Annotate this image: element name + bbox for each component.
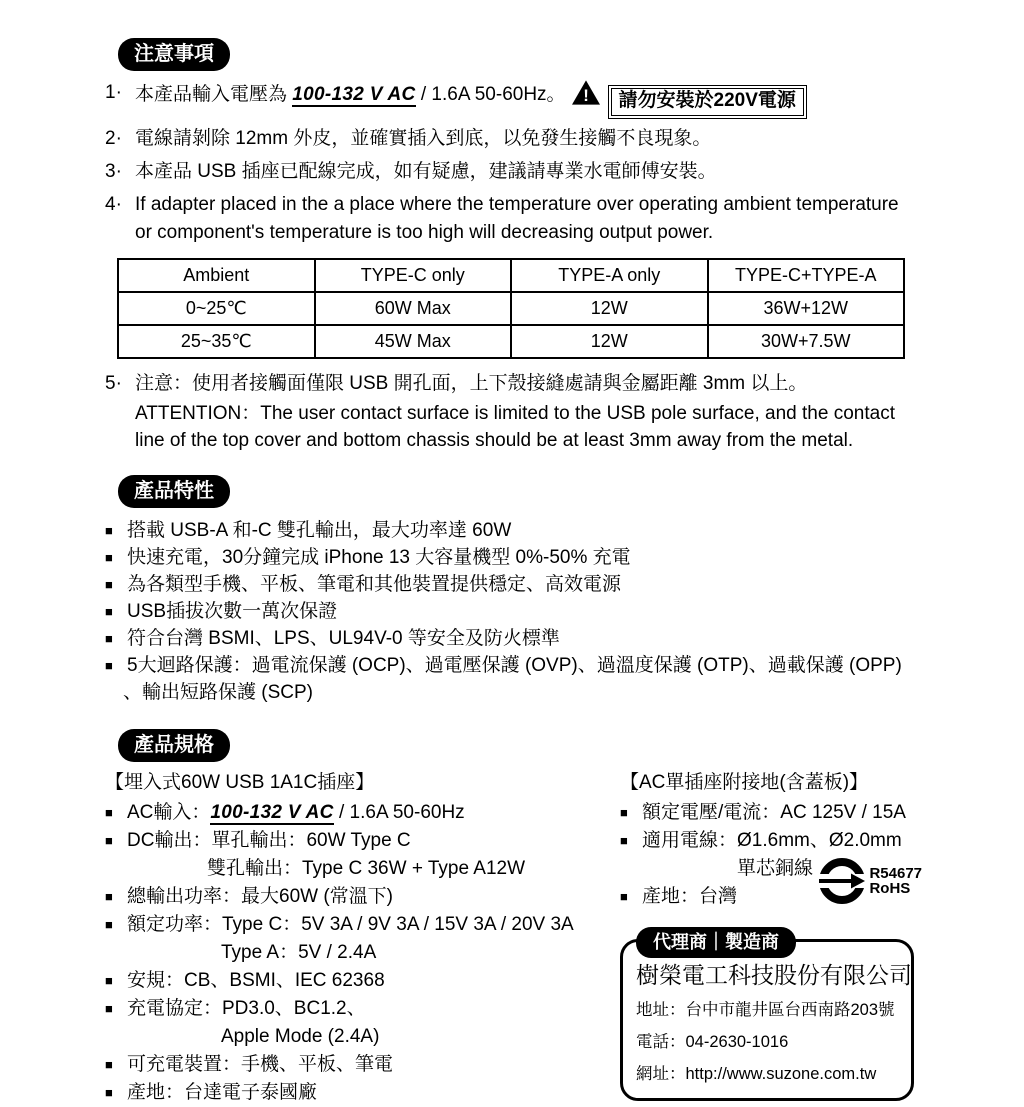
spec-total-power (105, 883, 620, 911)
ac-input-voltage-value: 100-132 V AC (210, 802, 334, 823)
spec-text: 產地：台達電子泰國廠 (127, 1082, 318, 1103)
attention-line-2: line of the top cover and bottom chassis should be at least 3mm away from the metal. (135, 430, 854, 451)
note-text: 本產品 USB 插座已配線完成，如有疑慮，建議請專業水電師傅安裝。 (135, 161, 717, 182)
features-list (105, 517, 928, 706)
note-text (135, 80, 928, 119)
bullet-icon: ■ (105, 1001, 113, 1016)
spec-rated-power-continued (105, 939, 620, 967)
spec-dc-output-continued (105, 855, 620, 883)
table-cell: 45W Max (315, 325, 512, 358)
certification-text (869, 866, 922, 896)
spec-protocol-continued (105, 1023, 620, 1051)
note-1-suffix: / 1.6A 50-60Hz。 (415, 84, 566, 105)
spec-text: 總輸出功率：最大60W (常溫下) (127, 886, 394, 907)
specs-left-column (105, 769, 620, 1107)
spec-text: 額定功率：Type C：5V 3A / 9V 3A / 15V 3A / 20V 3A (127, 914, 574, 935)
bullet-icon: ■ (105, 604, 113, 619)
bsmi-certification (818, 857, 922, 905)
spec-text: 單芯銅線 (737, 858, 814, 879)
feature-item (105, 544, 928, 571)
dealer-manufacturer-box (620, 932, 914, 1101)
bullet-icon: ■ (105, 889, 113, 904)
note-item-4 (105, 192, 928, 218)
power-derating-table (117, 258, 905, 359)
note-text: 注意：使用者接觸面僅限 USB 開孔面，上下殼接縫處請與金屬距離 3mm 以上。 (135, 373, 808, 394)
specs-columns (105, 769, 928, 1107)
feature-item (105, 625, 928, 652)
feature-item-continued (105, 679, 928, 706)
attention-line-1: ATTENTION：The user contact surface is limited to the USB pole surface, and the contact (135, 403, 895, 424)
spec-text: 安規：CB、BSMI、IEC 62368 (127, 970, 385, 991)
table-cell: 25~35℃ (118, 325, 315, 358)
spec-text: Apple Mode (2.4A) (221, 1026, 380, 1047)
notes-header-pill: 注意事項 (118, 38, 230, 71)
feature-item (105, 652, 928, 679)
specs-right-column (620, 769, 928, 1107)
spec-text: 產地：台灣 (642, 886, 738, 907)
bullet-icon: ■ (620, 805, 628, 820)
feature-item (105, 517, 928, 544)
spec-safety (105, 967, 620, 995)
company-website: 網址：http://www.suzone.com.tw (636, 1065, 877, 1083)
bsmi-logo-icon (818, 857, 866, 905)
note-number: 4· (105, 194, 122, 215)
company-name: 樹榮電工科技股份有限公司 (636, 962, 912, 988)
bullet-icon: ■ (105, 833, 113, 848)
note-item-5 (105, 371, 928, 397)
bullet-icon: ■ (105, 523, 113, 538)
spec-rated-power (105, 911, 620, 939)
table-header-cell: Ambient (118, 259, 315, 292)
feature-text: 5大迴路保護：過電流保護 (OCP)、過電壓保護 (OVP)、過溫度保護 (OTP)、過載保護 (OPP) (127, 655, 902, 676)
bullet-icon: ■ (105, 631, 113, 646)
bullet-icon: ■ (105, 805, 113, 820)
table-row (118, 292, 904, 325)
certification-number: R54677 (869, 865, 922, 882)
note-item-4-continued: or component's temperature is too high will decreasing output power. (135, 222, 714, 243)
spec-rated-voltage (620, 799, 928, 827)
spec-text: 充電協定：PD3.0、BC1.2、 (127, 998, 366, 1019)
spec-origin-left (105, 1079, 620, 1107)
bullet-icon: ■ (105, 550, 113, 565)
table-cell: 0~25℃ (118, 292, 315, 325)
features-header-pill: 產品特性 (118, 475, 230, 508)
feature-text: 、輸出短路保護 (SCP) (123, 682, 314, 703)
table-cell: 30W+7.5W (708, 325, 905, 358)
bullet-icon: ■ (105, 658, 113, 673)
company-phone: 電話：04-2630-1016 (636, 1033, 789, 1051)
bullet-icon: ■ (105, 1085, 113, 1100)
features-section-header (105, 475, 928, 508)
feature-item (105, 571, 928, 598)
note-item-2 (105, 126, 928, 152)
spec-text: AC輸入：100-132 V AC / 1.6A 50-60Hz (127, 802, 465, 823)
spec-dc-output (105, 827, 620, 855)
note-number: 3· (105, 161, 122, 182)
table-cell: 60W Max (315, 292, 512, 325)
rohs-label: RoHS (869, 880, 911, 897)
spec-text: Type A：5V / 2.4A (221, 942, 377, 963)
note-number: 5· (105, 373, 122, 394)
feature-item (105, 598, 928, 625)
spec-text: 可充電裝置：手機、平板、筆電 (127, 1054, 394, 1075)
table-row (118, 325, 904, 358)
note-number: 2· (105, 128, 122, 149)
spec-protocol (105, 995, 620, 1023)
bullet-icon: ■ (105, 973, 113, 988)
specs-section-header (105, 729, 928, 762)
spec-ac-input (105, 799, 620, 827)
table-cell: 36W+12W (708, 292, 905, 325)
table-header-row (118, 259, 904, 292)
warning-box (608, 85, 807, 119)
note-text: 電線請剝除 12mm 外皮，並確實插入到底，以免發生接觸不良現象。 (135, 128, 712, 149)
company-address: 地址：台中市龍井區台西南路203號 (636, 1001, 895, 1019)
bullet-icon: ■ (105, 577, 113, 592)
bullet-icon: ■ (105, 917, 113, 932)
bullet-icon: ■ (620, 889, 628, 904)
note-number: 1· (105, 82, 122, 103)
feature-text: 搭載 USB-A 和-C 雙孔輸出，最大功率達 60W (127, 520, 512, 541)
bullet-icon: ■ (105, 1057, 113, 1072)
table-header-cell: TYPE-A only (511, 259, 708, 292)
warning-box-text: 請勿安裝於220V電源 (611, 88, 804, 116)
spec-text: 適用電線：Ø1.6mm、Ø2.0mm (642, 830, 902, 851)
input-voltage-value: 100-132 V AC (292, 84, 416, 105)
notes-section-header (105, 38, 928, 71)
note-item-1 (105, 80, 928, 119)
note-item-3 (105, 159, 928, 185)
feature-text: 快速充電，30分鐘完成 iPhone 13 大容量機型 0%-50% 充電 (127, 547, 631, 568)
attention-paragraph (135, 400, 928, 454)
spec-wire (620, 827, 928, 855)
feature-text: USB插拔次數一萬次保證 (127, 601, 338, 622)
specs-header-pill: 產品規格 (118, 729, 230, 762)
spec-chargeable-devices (105, 1051, 620, 1079)
spec-text: 額定電壓/電流：AC 125V / 15A (642, 802, 906, 823)
right-column-title: 【AC單插座附接地(含蓋板)】 (620, 772, 869, 793)
note-text: If adapter placed in the a place where the temperature over operating ambient temperature (135, 194, 899, 215)
spec-text: 雙孔輸出：Type C 36W + Type A12W (207, 858, 526, 879)
left-column-title: 【埋入式60W USB 1A1C插座】 (105, 772, 375, 793)
warning-triangle-icon (572, 80, 600, 105)
feature-text: 符合台灣 BSMI、LPS、UL94V-0 等安全及防火標準 (127, 628, 560, 649)
table-cell: 12W (511, 325, 708, 358)
dealer-header-pill: 代理商｜製造商 (636, 927, 796, 958)
table-cell: 12W (511, 292, 708, 325)
spec-text: DC輸出：單孔輸出：60W Type C (127, 830, 411, 851)
bullet-icon: ■ (620, 833, 628, 848)
feature-text: 為各類型手機、平板、筆電和其他裝置提供穩定、高效電源 (127, 574, 622, 595)
table-header-cell: TYPE-C+TYPE-A (708, 259, 905, 292)
table-header-cell: TYPE-C only (315, 259, 512, 292)
svg-text:!: ! (582, 85, 589, 105)
note-1-prefix: 本產品輸入電壓為 (135, 84, 293, 105)
